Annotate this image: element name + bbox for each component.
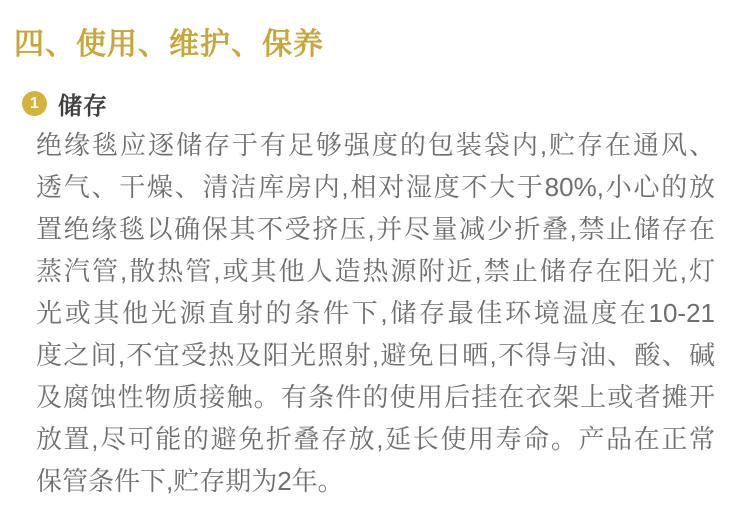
paragraph-line: 度之间,不宜受热及阳光照射,避免日晒,不得与油、酸、碱 — [36, 340, 715, 370]
paragraph-line: 置绝缘毯以确保其不受挤压,并尽量减少折叠,禁止储存在 — [36, 214, 715, 244]
subsection-title: 储存 — [58, 93, 108, 120]
paragraph-line: 光或其他光源直射的条件下,储存最佳环境温度在10-21 — [36, 298, 715, 328]
paragraph-line: 及腐蚀性物质接触。有条件的使用后挂在衣架上或者摊开 — [36, 382, 715, 412]
storage-paragraph — [36, 124, 715, 502]
paragraph-line: 绝缘毯应逐储存于有足够强度的包装袋内,贮存在通风、 — [36, 130, 715, 160]
number-badge-icon: 1 — [22, 91, 47, 116]
paragraph-line: 保管条件下,贮存期为2年。 — [36, 466, 344, 496]
paragraph-line: 蒸汽管,散热管,或其他人造热源附近,禁止储存在阳光,灯 — [36, 256, 715, 286]
section-heading: 四、使用、维护、保养 — [14, 28, 324, 61]
subsection-header — [22, 86, 108, 121]
paragraph-line: 放置,尽可能的避免折叠存放,延长使用寿命。产品在正常 — [36, 424, 715, 454]
paragraph-line: 透气、干燥、清洁库房内,相对湿度不大于80%,小心的放 — [36, 172, 715, 202]
